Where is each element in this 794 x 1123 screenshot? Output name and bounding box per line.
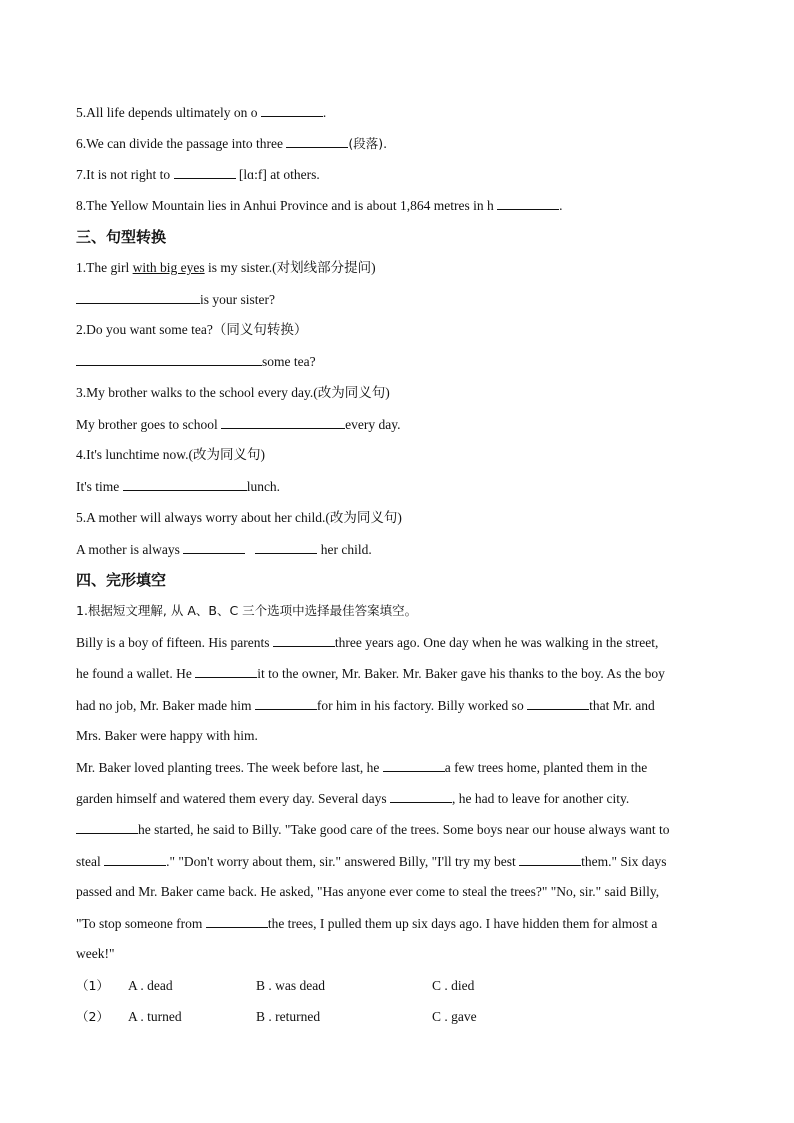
passage-text: it to the owner, Mr. Baker. Mr. Baker gave his thanks to the boy. As the boy — [257, 666, 665, 681]
passage-line — [76, 821, 721, 838]
option-number: （2） — [76, 1009, 109, 1024]
passage-text: ." "Don't worry about them, sir." answered Billy, "I'll try my best — [166, 854, 520, 869]
option-c[interactable]: C . died — [432, 978, 475, 993]
answer-blank[interactable] — [183, 541, 245, 554]
passage-line — [76, 728, 721, 744]
passage-line — [76, 759, 721, 776]
passage-text: had no job, Mr. Baker made him — [76, 698, 255, 713]
cloze-blank-10[interactable] — [206, 915, 268, 928]
s3-q3-answer-start: My brother goes to school — [76, 417, 222, 432]
s3-q1-answer — [76, 291, 721, 308]
passage-line — [76, 915, 721, 932]
passage-line — [76, 884, 721, 900]
vocab-q7-end: [lɑ:f] at others. — [235, 167, 320, 182]
s3-q5-answer-start: A mother is always — [76, 542, 184, 557]
cloze-blank-7[interactable] — [76, 821, 138, 834]
passage-line — [76, 665, 721, 682]
passage-text: a few trees home, planted them in the — [444, 760, 648, 775]
s3-q5-answer-text: her child. — [317, 542, 372, 557]
answer-blank[interactable] — [174, 166, 236, 179]
s3-q2-answer-text: some tea? — [262, 354, 316, 369]
vocab-q5 — [76, 104, 721, 121]
s3-q4-answer-text: lunch. — [246, 479, 281, 494]
vocab-q8-text: 8.The Yellow Mountain lies in Anhui Province and is about 1,864 metres in h — [76, 198, 494, 213]
vocab-q7 — [76, 166, 721, 183]
answer-blank[interactable] — [261, 104, 323, 117]
cloze-blank-1[interactable] — [273, 634, 335, 647]
vocab-q8 — [76, 197, 721, 214]
s3-q3-answer-text: every day. — [345, 417, 401, 432]
s3-q1 — [76, 260, 721, 276]
passage-text: he started, he said to Billy. "Take good care of the trees. Some boys near our house always want to — [138, 822, 670, 837]
cloze-blank-6[interactable] — [390, 790, 452, 803]
passage-text: he found a wallet. He — [76, 666, 196, 681]
option-b[interactable]: B . was dead — [256, 978, 325, 993]
s3-q2-answer — [76, 353, 721, 370]
passage-line — [76, 634, 721, 651]
s3-q5-answer — [76, 541, 721, 558]
passage-text: steal — [76, 854, 105, 869]
passage-text: week!" — [76, 946, 115, 961]
s3-q4-answer — [76, 478, 721, 495]
section-3-title: 三、句型转换 — [76, 228, 167, 246]
s3-q1-text: 1.The girl — [76, 260, 133, 275]
passage-line — [76, 697, 721, 714]
cloze-blank-2[interactable] — [195, 665, 257, 678]
vocab-q7-text: 7.It is not right to — [76, 167, 171, 182]
answer-blank[interactable] — [123, 478, 247, 491]
vocab-q6 — [76, 135, 721, 152]
option-a[interactable]: A . turned — [128, 1009, 182, 1024]
passage-text: Mr. Baker loved planting trees. The week before last, he — [76, 760, 383, 775]
cloze-blank-9[interactable] — [519, 853, 581, 866]
passage-line — [76, 946, 721, 962]
s3-q4-answer-start: It's time — [76, 479, 123, 494]
vocab-q6-text: 6.We can divide the passage into three — [76, 136, 283, 151]
passage-text: that Mr. and — [589, 698, 655, 713]
vocab-q8-end: . — [559, 198, 563, 213]
passage-text: "To stop someone from — [76, 916, 206, 931]
s3-q1-answer-text: is your sister? — [200, 292, 275, 307]
passage-text: them." Six days — [581, 854, 667, 869]
passage-text: for him in his factory. Billy worked so — [316, 698, 528, 713]
answer-blank[interactable] — [76, 353, 262, 366]
s3-q1-instruction: is my sister.(对划线部分提问) — [204, 260, 376, 275]
answer-blank[interactable] — [221, 416, 345, 429]
answer-blank[interactable] — [286, 135, 348, 148]
cloze-blank-4[interactable] — [527, 697, 589, 710]
passage-line — [76, 853, 721, 870]
vocab-q5-text: 5.All life depends ultimately on o — [76, 105, 258, 120]
option-number: （1） — [76, 978, 109, 993]
passage-text: garden himself and watered them every day. Several days — [76, 791, 391, 806]
option-b[interactable]: B . returned — [256, 1009, 321, 1024]
passage-line — [76, 790, 721, 807]
vocab-q5-end: . — [322, 105, 327, 120]
answer-blank[interactable] — [255, 541, 317, 554]
passage-text: Billy is a boy of fifteen. His parents — [76, 635, 273, 650]
s3-q5: 5.A mother will always worry about her child.(改为同义句) — [76, 510, 402, 525]
cloze-blank-5[interactable] — [383, 759, 445, 772]
passage-text: Mrs. Baker were happy with him. — [76, 728, 258, 743]
passage-text: passed and Mr. Baker came back. He asked, "Has anyone ever come to steal the trees?" "No, sir." said Billy, — [76, 884, 660, 899]
s3-q4: 4.It's lunchtime now.(改为同义句) — [76, 447, 266, 462]
passage-text: the trees, I pulled them up six days ago. I have hidden them for almost a — [267, 916, 658, 931]
s3-q1-underlined: with big eyes — [132, 260, 205, 275]
s3-q2: 2.Do you want some tea?（同义句转换） — [76, 322, 308, 337]
vocab-q6-end: (段落). — [348, 136, 388, 151]
section-4-title: 四、完形填空 — [76, 571, 167, 589]
passage-text: three years ago. One day when he was walking in the street, — [334, 635, 659, 650]
passage-text: , he had to leave for another city. — [452, 791, 630, 806]
option-a[interactable]: A . dead — [128, 978, 173, 993]
s3-q3-answer — [76, 416, 721, 433]
s3-q3: 3.My brother walks to the school every day.(改为同义句) — [76, 385, 390, 400]
cloze-blank-3[interactable] — [255, 697, 317, 710]
answer-blank[interactable] — [497, 197, 559, 210]
cloze-blank-8[interactable] — [104, 853, 166, 866]
option-c[interactable]: C . gave — [432, 1009, 477, 1024]
answer-blank[interactable] — [76, 291, 200, 304]
s4-instruction: 1.根据短文理解, 从 A、B、C 三个选项中选择最佳答案填空。 — [76, 603, 418, 618]
